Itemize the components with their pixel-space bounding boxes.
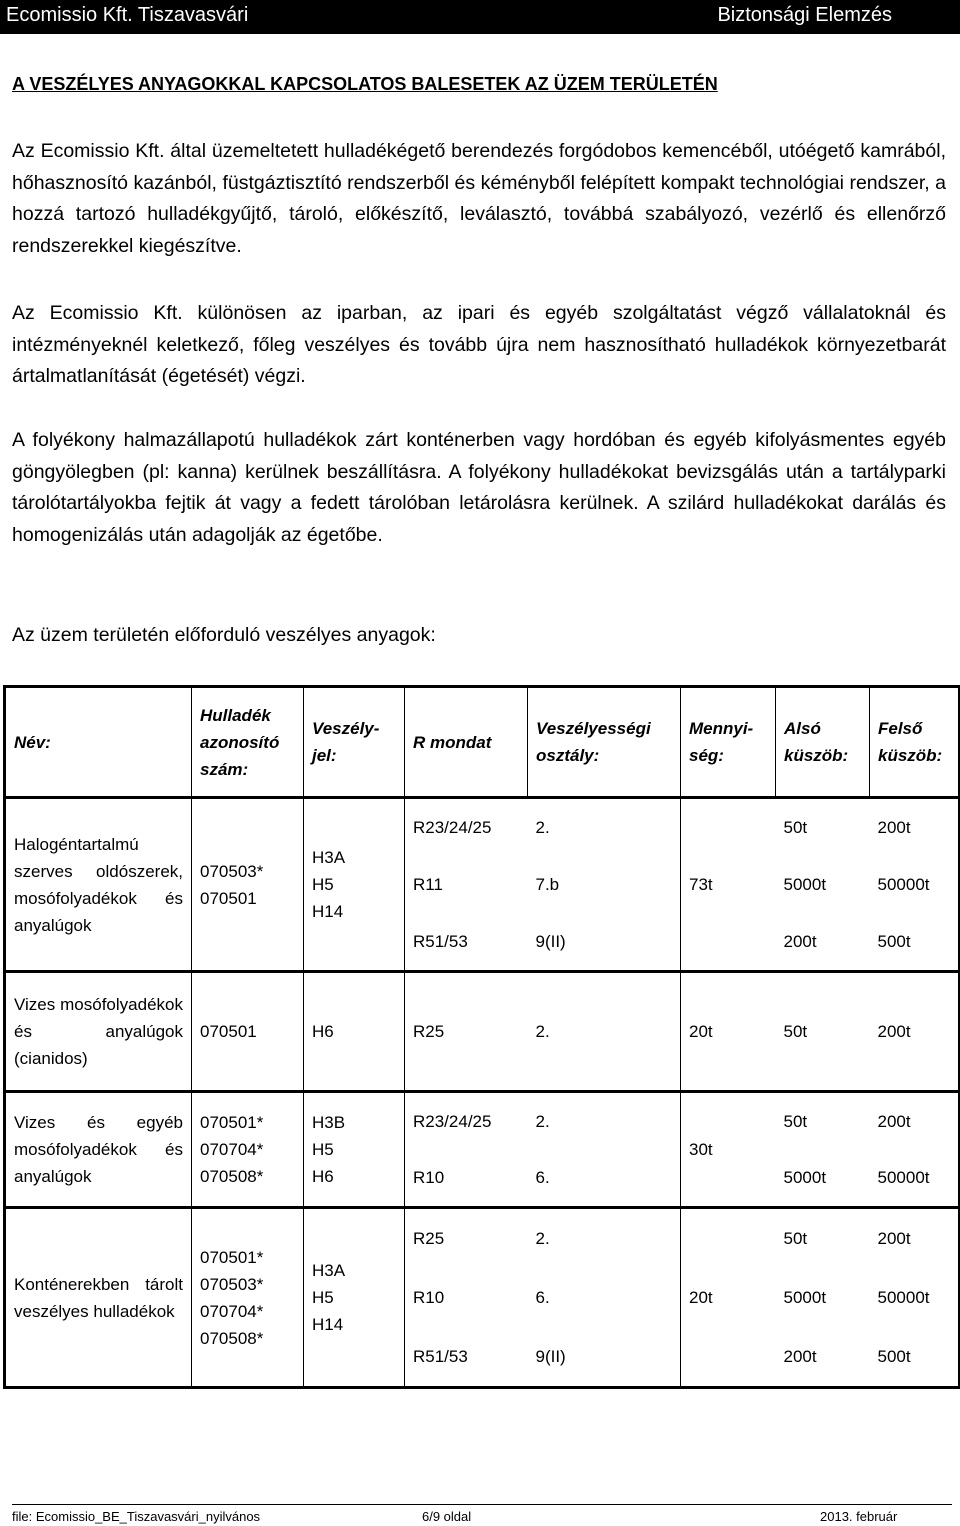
table-row: [5, 972, 960, 1092]
r-phrase: R25: [405, 1208, 528, 1268]
header-rphrase: R mondat: [405, 687, 528, 798]
material-name: Konténerekben tárolt veszélyes hulladékok: [5, 1208, 192, 1388]
quantity: 20t: [681, 1208, 776, 1388]
upper-threshold: 50000t: [870, 1150, 960, 1208]
header-doc-type: Biztonsági Elemzés: [717, 4, 892, 26]
quantity: 73t: [681, 798, 776, 972]
lower-threshold: 50t: [776, 1092, 870, 1150]
hazard-class: 9(II): [528, 1328, 681, 1388]
page-header: [0, 0, 960, 34]
header-symbol: Veszély-jel:: [304, 687, 405, 798]
lower-threshold: 200t: [783, 1347, 817, 1367]
hazard-class: 2.: [528, 1092, 681, 1150]
table-row: [5, 1208, 960, 1268]
r-phrase: R10: [405, 1150, 528, 1208]
hazard-symbols: H6: [304, 972, 405, 1092]
waste-codes: 070501: [192, 972, 304, 1092]
hazard-class: 2.: [528, 798, 681, 856]
waste-codes: 070501* 070704* 070508*: [192, 1092, 304, 1208]
header-class: Veszélyességi osztály:: [528, 687, 681, 798]
r-phrase: R51/53: [405, 914, 528, 972]
r-phrase: R23/24/25: [405, 798, 528, 856]
table-row: [5, 1092, 960, 1150]
hazard-class: 7.b: [528, 856, 681, 914]
page-footer: [12, 1504, 952, 1524]
footer-page: 6/9 oldal: [422, 1509, 472, 1524]
upper-threshold: 200t: [870, 1208, 960, 1268]
quantity: 20t: [681, 972, 776, 1092]
lower-threshold: 50t: [776, 1208, 870, 1268]
header-upper: Felső küszöb:: [870, 687, 960, 798]
paragraph-storage: A folyékony halmazállapotú hulladékok zárt konténerben vagy hordóban és egyéb kifolyásmentes egyéb göngyölegben (pl: kanna) kerülnek beszállításra. A folyékony hulladékokat bevizsgálás után a tartályparki tárolótartályokba fejtik át vagy a fedett tárolóban letárolásra kerülnek. A szilárd hulladékokat darálás és homogenizálás után adagolják az égetőbe.: [12, 429, 946, 546]
upper-threshold: 500t: [870, 1328, 960, 1388]
header-qty: Mennyi-ség:: [681, 687, 776, 798]
hazard-class: 6.: [528, 1150, 681, 1208]
footer-file: file: Ecomissio_BE_Tiszavasvári_nyilvános: [12, 1509, 261, 1524]
hazard-class: 2.: [528, 972, 681, 1092]
header-lower: Alsó küszöb:: [776, 687, 870, 798]
r-phrase: R51/53: [405, 1328, 528, 1388]
table-header-row: [5, 687, 960, 798]
waste-codes: 070503* 070501: [192, 798, 304, 972]
lower-threshold: 50t: [776, 972, 870, 1092]
section-title: A VESZÉLYES ANYAGOKKAL KAPCSOLATOS BALESETEK AZ ÜZEM TERÜLETÉN: [12, 74, 718, 94]
upper-threshold: 500t: [870, 914, 960, 972]
material-name: Vizes mosófolyadékok és anyalúgok (cianidos): [5, 972, 192, 1092]
footer-date: 2013. február: [820, 1509, 898, 1524]
lower-threshold: 5000t: [783, 875, 827, 894]
lower-threshold: 200t: [783, 932, 817, 952]
r-phrase: R23/24/25: [405, 1092, 528, 1150]
hazard-class: 2.: [528, 1208, 681, 1268]
material-name: Vizes és egyéb mosófolyadékok és anyalúgok: [5, 1092, 192, 1208]
header-name: Név:: [5, 687, 192, 798]
paragraph-materials-intro: Az üzem területén előforduló veszélyes anyagok:: [12, 624, 436, 646]
paragraph-facility: Az Ecomissio Kft. által üzemeltetett hulladékégető berendezés forgódobos kemencéből, utóégető kamrából, hőhasznosító kazánból, füstgáztisztító rendszerből és kéményből felépített kompakt technológiai rendszer, a hozzá tartozó hulladékgyűjtő, tároló, előkészítő, leválasztó, továbbá szabályozó, vezérlő és ellenőrző rendszerekkel kiegészítve.: [12, 140, 946, 257]
hazard-class: 9(II): [528, 914, 681, 972]
hazard-class: 6.: [528, 1268, 681, 1328]
paragraph-activity: Az Ecomissio Kft. különösen az iparban, az ipari és egyéb szolgáltatást végző vállalatoknál és intézményeknél keletkező, főleg veszélyes és tovább újra nem hasznosítható hulladékok környezetbarát ártalmatlanítását (égetését) végzi.: [12, 302, 946, 387]
table-row: [5, 798, 960, 856]
waste-codes: 070501* 070503* 070704* 070508*: [192, 1208, 304, 1388]
r-phrase: R25: [405, 972, 528, 1092]
material-name: Halogéntartalmú szerves oldószerek, mosófolyadékok és anyalúgok: [5, 798, 192, 972]
quantity: 30t: [681, 1092, 776, 1208]
header-company: Ecomissio Kft. Tiszavasvári: [6, 4, 249, 26]
hazardous-materials-table: [3, 685, 960, 1389]
upper-threshold: 50000t: [870, 1268, 960, 1328]
r-phrase: R11: [405, 856, 528, 914]
upper-threshold: 50000t: [870, 856, 960, 914]
hazard-symbols: H3A H5 H14: [304, 1208, 405, 1388]
upper-threshold: 200t: [870, 972, 960, 1092]
upper-threshold: 200t: [870, 798, 960, 856]
header-code: Hulladék azonosító szám:: [192, 687, 304, 798]
lower-threshold: 5000t: [783, 1288, 827, 1307]
hazard-symbols: H3A H5 H14: [304, 798, 405, 972]
r-phrase: R10: [405, 1268, 528, 1328]
lower-threshold: 5000t: [783, 1168, 827, 1188]
upper-threshold: 200t: [870, 1092, 960, 1150]
lower-threshold: 50t: [776, 798, 870, 856]
hazard-symbols: H3B H5 H6: [304, 1092, 405, 1208]
